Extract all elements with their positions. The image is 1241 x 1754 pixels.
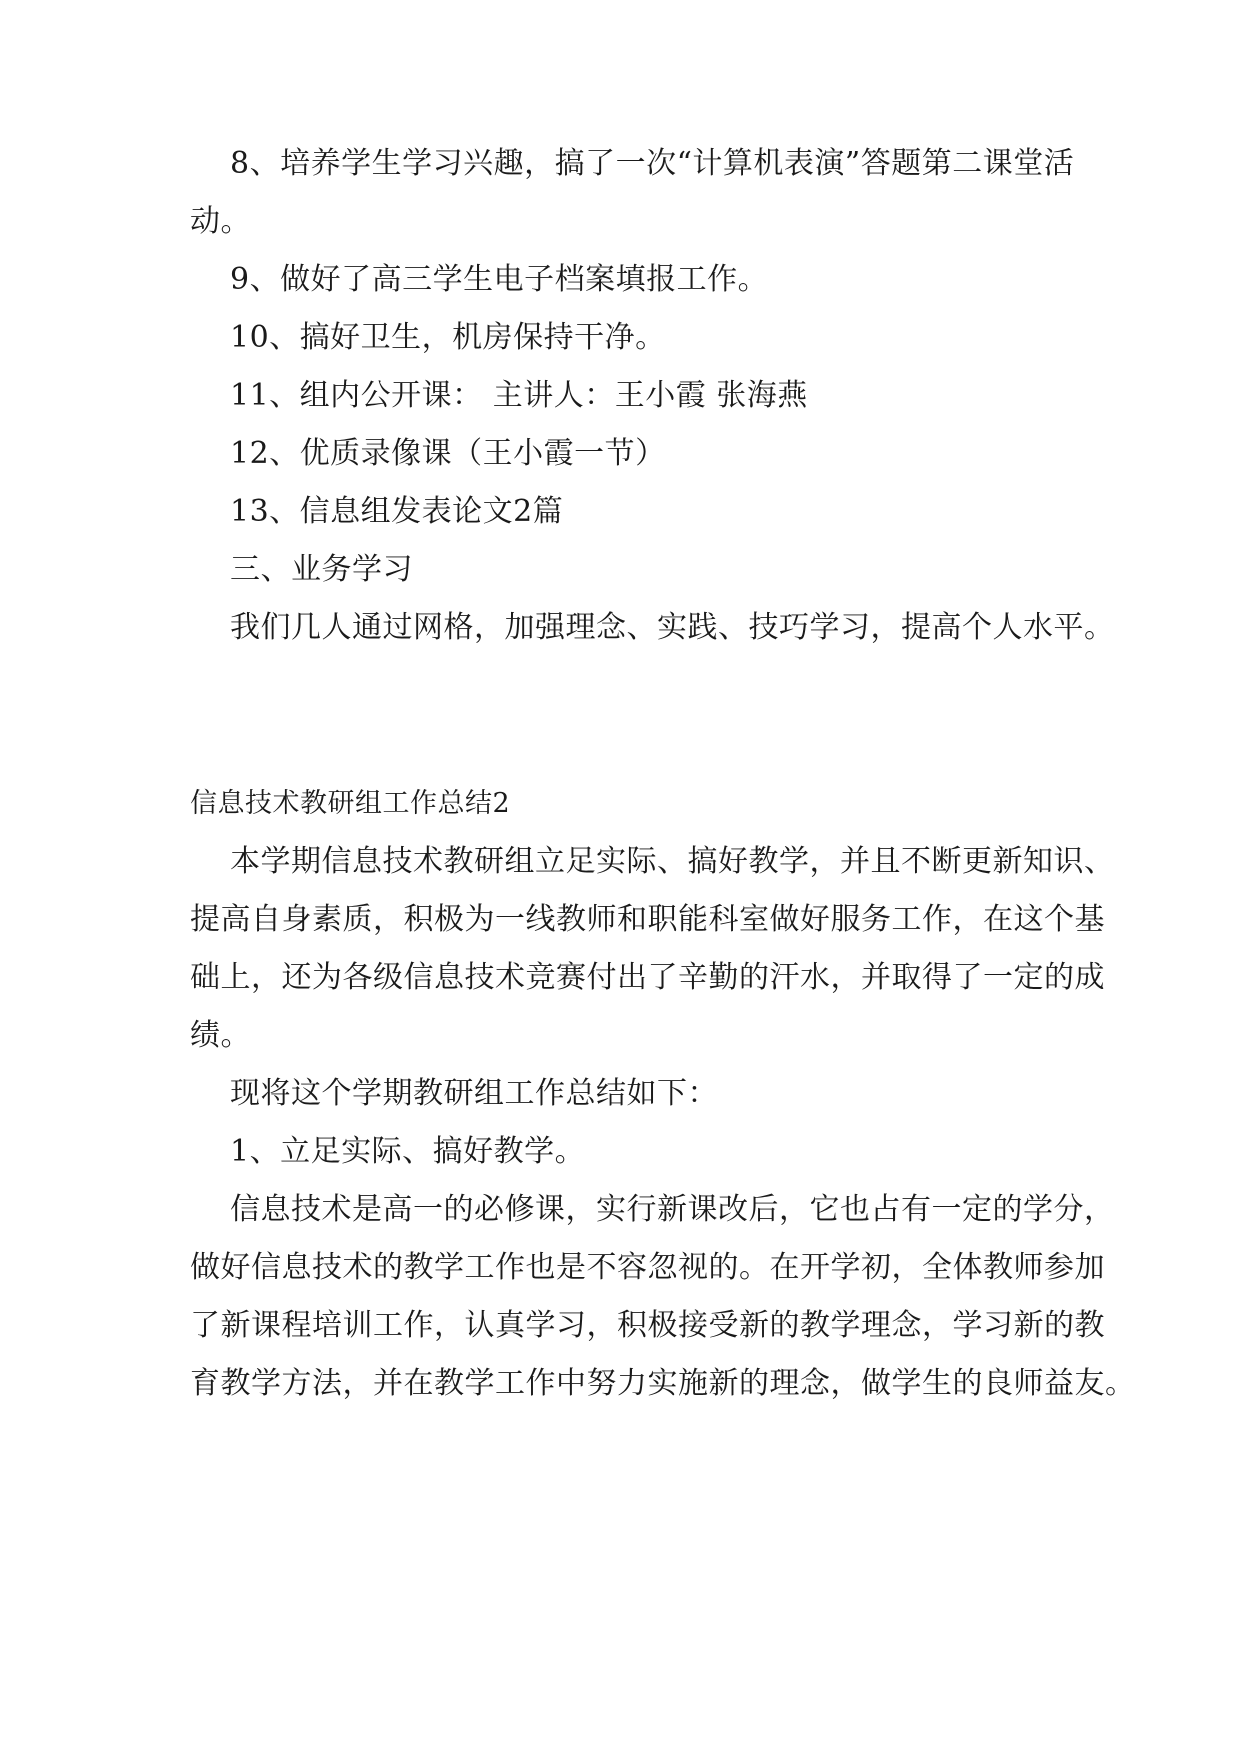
intro-paragraph-line-1: 本学期信息技术教研组立足实际、搞好教学，并且不断更新知识、 xyxy=(230,844,1115,879)
list-item-8-line-1: 8、培养学生学习兴趣，搞了一次“计算机表演”答题第二课堂活 xyxy=(230,146,1075,181)
list-item-12: 12、优质录像课（王小霞一节） xyxy=(230,436,666,471)
list-item-8-line-2: 动。 xyxy=(190,204,251,239)
summary-lead: 现将这个学期教研组工作总结如下： xyxy=(230,1076,718,1111)
teaching-paragraph-line-3: 了新课程培训工作，认真学习，积极接受新的教学理念，学习新的教 xyxy=(190,1308,1105,1343)
list-item-11: 11、组内公开课： 主讲人：王小霞 张海燕 xyxy=(230,378,808,413)
list-item-10: 10、搞好卫生，机房保持干净。 xyxy=(230,320,666,355)
document-title: 信息技术教研组工作总结2 xyxy=(190,788,511,819)
teaching-paragraph-line-2: 做好信息技术的教学工作也是不容忽视的。在开学初，全体教师参加 xyxy=(190,1250,1105,1285)
list-item-13: 13、信息组发表论文2篇 xyxy=(230,494,564,529)
section-heading-3: 三、业务学习 xyxy=(230,552,413,587)
intro-paragraph-line-2: 提高自身素质，积极为一线教师和职能科室做好服务工作，在这个基 xyxy=(190,902,1105,937)
document-page xyxy=(190,0,1136,1754)
teaching-paragraph-line-4: 育教学方法，并在教学工作中努力实施新的理念，做学生的良师益友。 xyxy=(190,1366,1136,1401)
list-item-9: 9、做好了高三学生电子档案填报工作。 xyxy=(230,262,769,297)
study-paragraph: 我们几人通过网格，加强理念、实践、技巧学习，提高个人水平。 xyxy=(230,610,1115,645)
intro-paragraph-line-3: 础上，还为各级信息技术竞赛付出了辛勤的汗水，并取得了一定的成 xyxy=(190,960,1105,995)
intro-paragraph-line-4: 绩。 xyxy=(190,1018,251,1053)
point-1-heading: 1、立足实际、搞好教学。 xyxy=(230,1134,586,1169)
teaching-paragraph-line-1: 信息技术是高一的必修课，实行新课改后，它也占有一定的学分， xyxy=(230,1192,1115,1227)
